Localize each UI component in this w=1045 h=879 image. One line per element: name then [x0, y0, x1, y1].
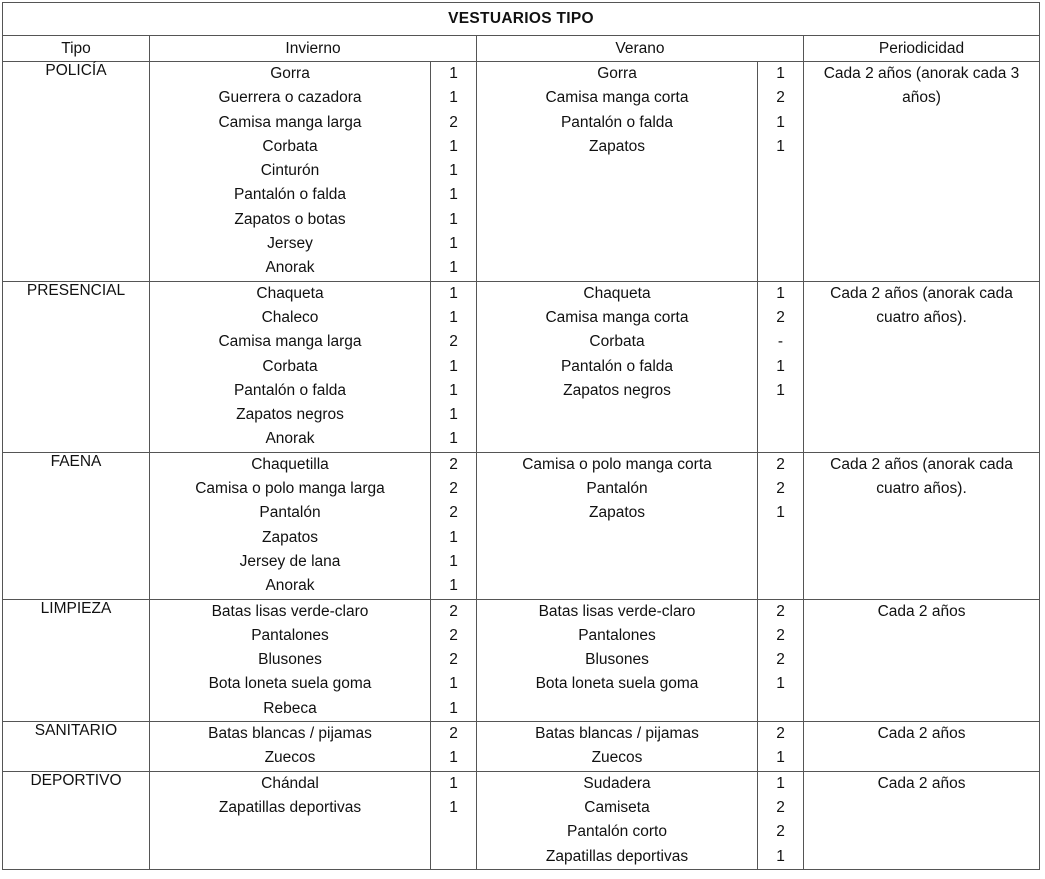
garment-item: Pantalones [578, 626, 656, 644]
garment-qty: 1 [449, 284, 458, 302]
garment-item: Zapatillas deportivas [218, 798, 362, 816]
periodicidad-cell [804, 281, 1040, 452]
garment-item: Gorra [270, 65, 310, 82]
garment-item: Pantalón o falda [560, 113, 674, 131]
garment-qty: 1 [776, 65, 785, 82]
garment-item: Pantalón [586, 480, 648, 498]
garment-item: Camisa manga larga [218, 113, 362, 131]
garment-item: Guerrera o cazadora [218, 89, 362, 107]
garment-qty: 1 [449, 259, 458, 277]
garment-qty: 1 [449, 528, 458, 546]
garment-qty: 1 [449, 699, 458, 717]
invierno-items-cell [150, 281, 431, 452]
invierno-qty-cell [431, 452, 477, 599]
garment-item: Cinturón [260, 162, 320, 180]
garment-qty: 2 [776, 651, 785, 669]
periodicidad-cell [804, 62, 1040, 282]
garment-item: Bota loneta suela goma [535, 675, 699, 693]
garment-qty: 1 [449, 774, 458, 792]
invierno-qty-cell [431, 722, 477, 772]
invierno-items-cell [150, 452, 431, 599]
garment-item: Chaqueta [256, 284, 324, 302]
garment-item: Chaqueta [583, 284, 651, 302]
header-invierno: Invierno [150, 36, 477, 62]
garment-qty: 2 [776, 798, 785, 816]
garment-qty: 2 [776, 626, 785, 644]
garment-item: Corbata [589, 333, 645, 351]
garment-qty: 1 [449, 89, 458, 107]
garment-qty: 2 [449, 602, 458, 620]
tipo-cell: SANITARIO [3, 722, 150, 772]
verano-items-cell [477, 722, 758, 772]
garment-qty: 2 [776, 308, 785, 326]
garment-qty: 1 [449, 308, 458, 326]
garment-qty: 2 [776, 823, 785, 841]
garment-qty: 1 [449, 577, 458, 595]
garment-item: Corbata [262, 357, 318, 375]
garment-item: Blusones [585, 651, 649, 669]
garment-item: Rebeca [263, 699, 317, 717]
garment-qty: 1 [776, 381, 785, 399]
garment-item: Gorra [597, 65, 637, 82]
garment-item: Zapatos negros [563, 381, 671, 399]
garment-item: Batas lisas verde-claro [211, 602, 369, 620]
garment-item: Camisa manga larga [218, 333, 362, 351]
verano-qty-cell [758, 281, 804, 452]
garment-qty: 1 [449, 675, 458, 693]
garment-qty: 1 [449, 381, 458, 399]
garment-qty: 2 [449, 504, 458, 522]
group-row [3, 771, 1040, 869]
periodicidad-cell [804, 771, 1040, 869]
garment-item: Zapatos [588, 504, 645, 522]
verano-items-cell [477, 771, 758, 869]
invierno-items-cell [150, 722, 431, 772]
invierno-qty-cell [431, 599, 477, 721]
group-row [3, 452, 1040, 599]
verano-items-cell [477, 452, 758, 599]
periodicidad-cell [804, 599, 1040, 721]
garment-qty: 1 [776, 774, 785, 792]
garment-qty: 2 [776, 480, 785, 498]
garment-qty: 1 [776, 504, 785, 522]
garment-qty: 2 [776, 725, 785, 743]
garment-qty: 2 [776, 89, 785, 107]
garment-qty: 2 [449, 333, 458, 351]
garment-qty: 2 [776, 455, 785, 473]
group-row [3, 599, 1040, 721]
table-header-row [3, 36, 1040, 62]
garment-qty: 1 [449, 210, 458, 228]
garment-qty: 1 [449, 357, 458, 375]
periodicidad-cell [804, 722, 1040, 772]
invierno-qty-cell [431, 771, 477, 869]
garment-qty: 2 [776, 602, 785, 620]
garment-item: Pantalón [259, 504, 321, 522]
header-verano: Verano [477, 36, 804, 62]
garment-item: Corbata [262, 137, 318, 155]
verano-qty-cell [758, 599, 804, 721]
garment-item: Chándal [261, 774, 319, 792]
garment-item: Zapatos [261, 528, 318, 546]
verano-qty-cell [758, 722, 804, 772]
header-tipo: Tipo [3, 36, 150, 62]
tipo-cell: FAENA [3, 452, 150, 599]
garment-item: Sudadera [583, 774, 651, 792]
tipo-cell: DEPORTIVO [3, 771, 150, 869]
garment-qty: 1 [449, 798, 458, 816]
table-body [3, 3, 1040, 870]
garment-item: Batas blancas / pijamas [208, 725, 372, 743]
garment-item: Camisa o polo manga corta [522, 455, 712, 473]
group-row [3, 722, 1040, 772]
garment-qty: 1 [449, 137, 458, 155]
garment-item: Blusones [258, 651, 322, 669]
garment-item: Pantalones [251, 626, 329, 644]
garment-qty: 2 [449, 725, 458, 743]
garment-item: Camisa manga corta [545, 89, 689, 107]
garment-item: Zapatos [588, 137, 645, 155]
garment-item: Zapatos negros [236, 406, 344, 424]
garment-qty: 1 [776, 847, 785, 865]
invierno-qty-cell [431, 281, 477, 452]
garment-qty: 2 [449, 626, 458, 644]
garment-item: Anorak [265, 430, 315, 448]
garment-item: Pantalón o falda [560, 357, 674, 375]
verano-qty-cell [758, 62, 804, 282]
garment-item: Jersey [267, 235, 313, 253]
garment-item: Zuecos [591, 749, 643, 767]
garment-item: Anorak [265, 259, 315, 277]
table-title-row [3, 3, 1040, 36]
garment-qty: 1 [776, 357, 785, 375]
garment-qty: 2 [449, 480, 458, 498]
garment-item: Camiseta [584, 798, 650, 816]
periodicidad-text: Cada 2 años (anorak cada cuatro años). [830, 455, 1013, 498]
garment-qty: 2 [449, 651, 458, 669]
garment-item: Batas lisas verde-claro [538, 602, 696, 620]
group-row [3, 62, 1040, 282]
verano-items-cell [477, 599, 758, 721]
garment-qty: 1 [449, 430, 458, 448]
garment-item: Zapatos o botas [234, 210, 346, 228]
tipo-cell: LIMPIEZA [3, 599, 150, 721]
garment-qty: 2 [449, 113, 458, 131]
periodicidad-text: Cada 2 años [877, 602, 966, 620]
garment-qty: 2 [449, 455, 458, 473]
tipo-cell: PRESENCIAL [3, 281, 150, 452]
garment-qty: 1 [776, 137, 785, 155]
periodicidad-cell [804, 452, 1040, 599]
verano-qty-cell [758, 452, 804, 599]
garment-qty: 1 [449, 186, 458, 204]
garment-qty: 1 [776, 284, 785, 302]
garment-item: Chaleco [261, 308, 319, 326]
group-row [3, 281, 1040, 452]
invierno-items-cell [150, 62, 431, 282]
garment-item: Zuecos [264, 749, 316, 767]
periodicidad-text: Cada 2 años [877, 725, 966, 743]
header-periodicidad: Periodicidad [804, 36, 1040, 62]
garment-qty: 1 [449, 749, 458, 767]
garment-item: Camisa o polo manga larga [195, 480, 385, 498]
garment-item: Pantalón corto [567, 823, 667, 841]
garment-item: Pantalón o falda [233, 381, 347, 399]
garment-qty: 1 [776, 749, 785, 767]
garment-item: Camisa manga corta [545, 308, 689, 326]
garment-qty: - [777, 333, 784, 351]
garment-item: Bota loneta suela goma [208, 675, 372, 693]
garment-qty: 1 [776, 113, 785, 131]
periodicidad-text: Cada 2 años (anorak cada 3 años) [823, 65, 1020, 107]
periodicidad-text: Cada 2 años [877, 774, 966, 792]
verano-items-cell [477, 281, 758, 452]
invierno-items-cell [150, 599, 431, 721]
verano-items-cell [477, 62, 758, 282]
garment-item: Pantalón o falda [233, 186, 347, 204]
garment-qty: 1 [449, 406, 458, 424]
garment-item: Zapatillas deportivas [545, 847, 689, 865]
table-title: VESTUARIOS TIPO [3, 3, 1040, 36]
garment-qty: 1 [449, 162, 458, 180]
invierno-items-cell [150, 771, 431, 869]
garment-qty: 1 [776, 675, 785, 693]
garment-qty: 1 [449, 65, 458, 82]
garment-qty: 1 [449, 235, 458, 253]
garment-item: Jersey de lana [239, 552, 341, 570]
garment-item: Batas blancas / pijamas [535, 725, 699, 743]
invierno-qty-cell [431, 62, 477, 282]
garment-item: Anorak [265, 577, 315, 595]
vestuarios-table [2, 2, 1040, 870]
verano-qty-cell [758, 771, 804, 869]
garment-item: Chaquetilla [251, 455, 329, 473]
garment-qty: 1 [449, 552, 458, 570]
tipo-cell: POLICÍA [3, 62, 150, 282]
periodicidad-text: Cada 2 años (anorak cada cuatro años). [830, 284, 1013, 326]
